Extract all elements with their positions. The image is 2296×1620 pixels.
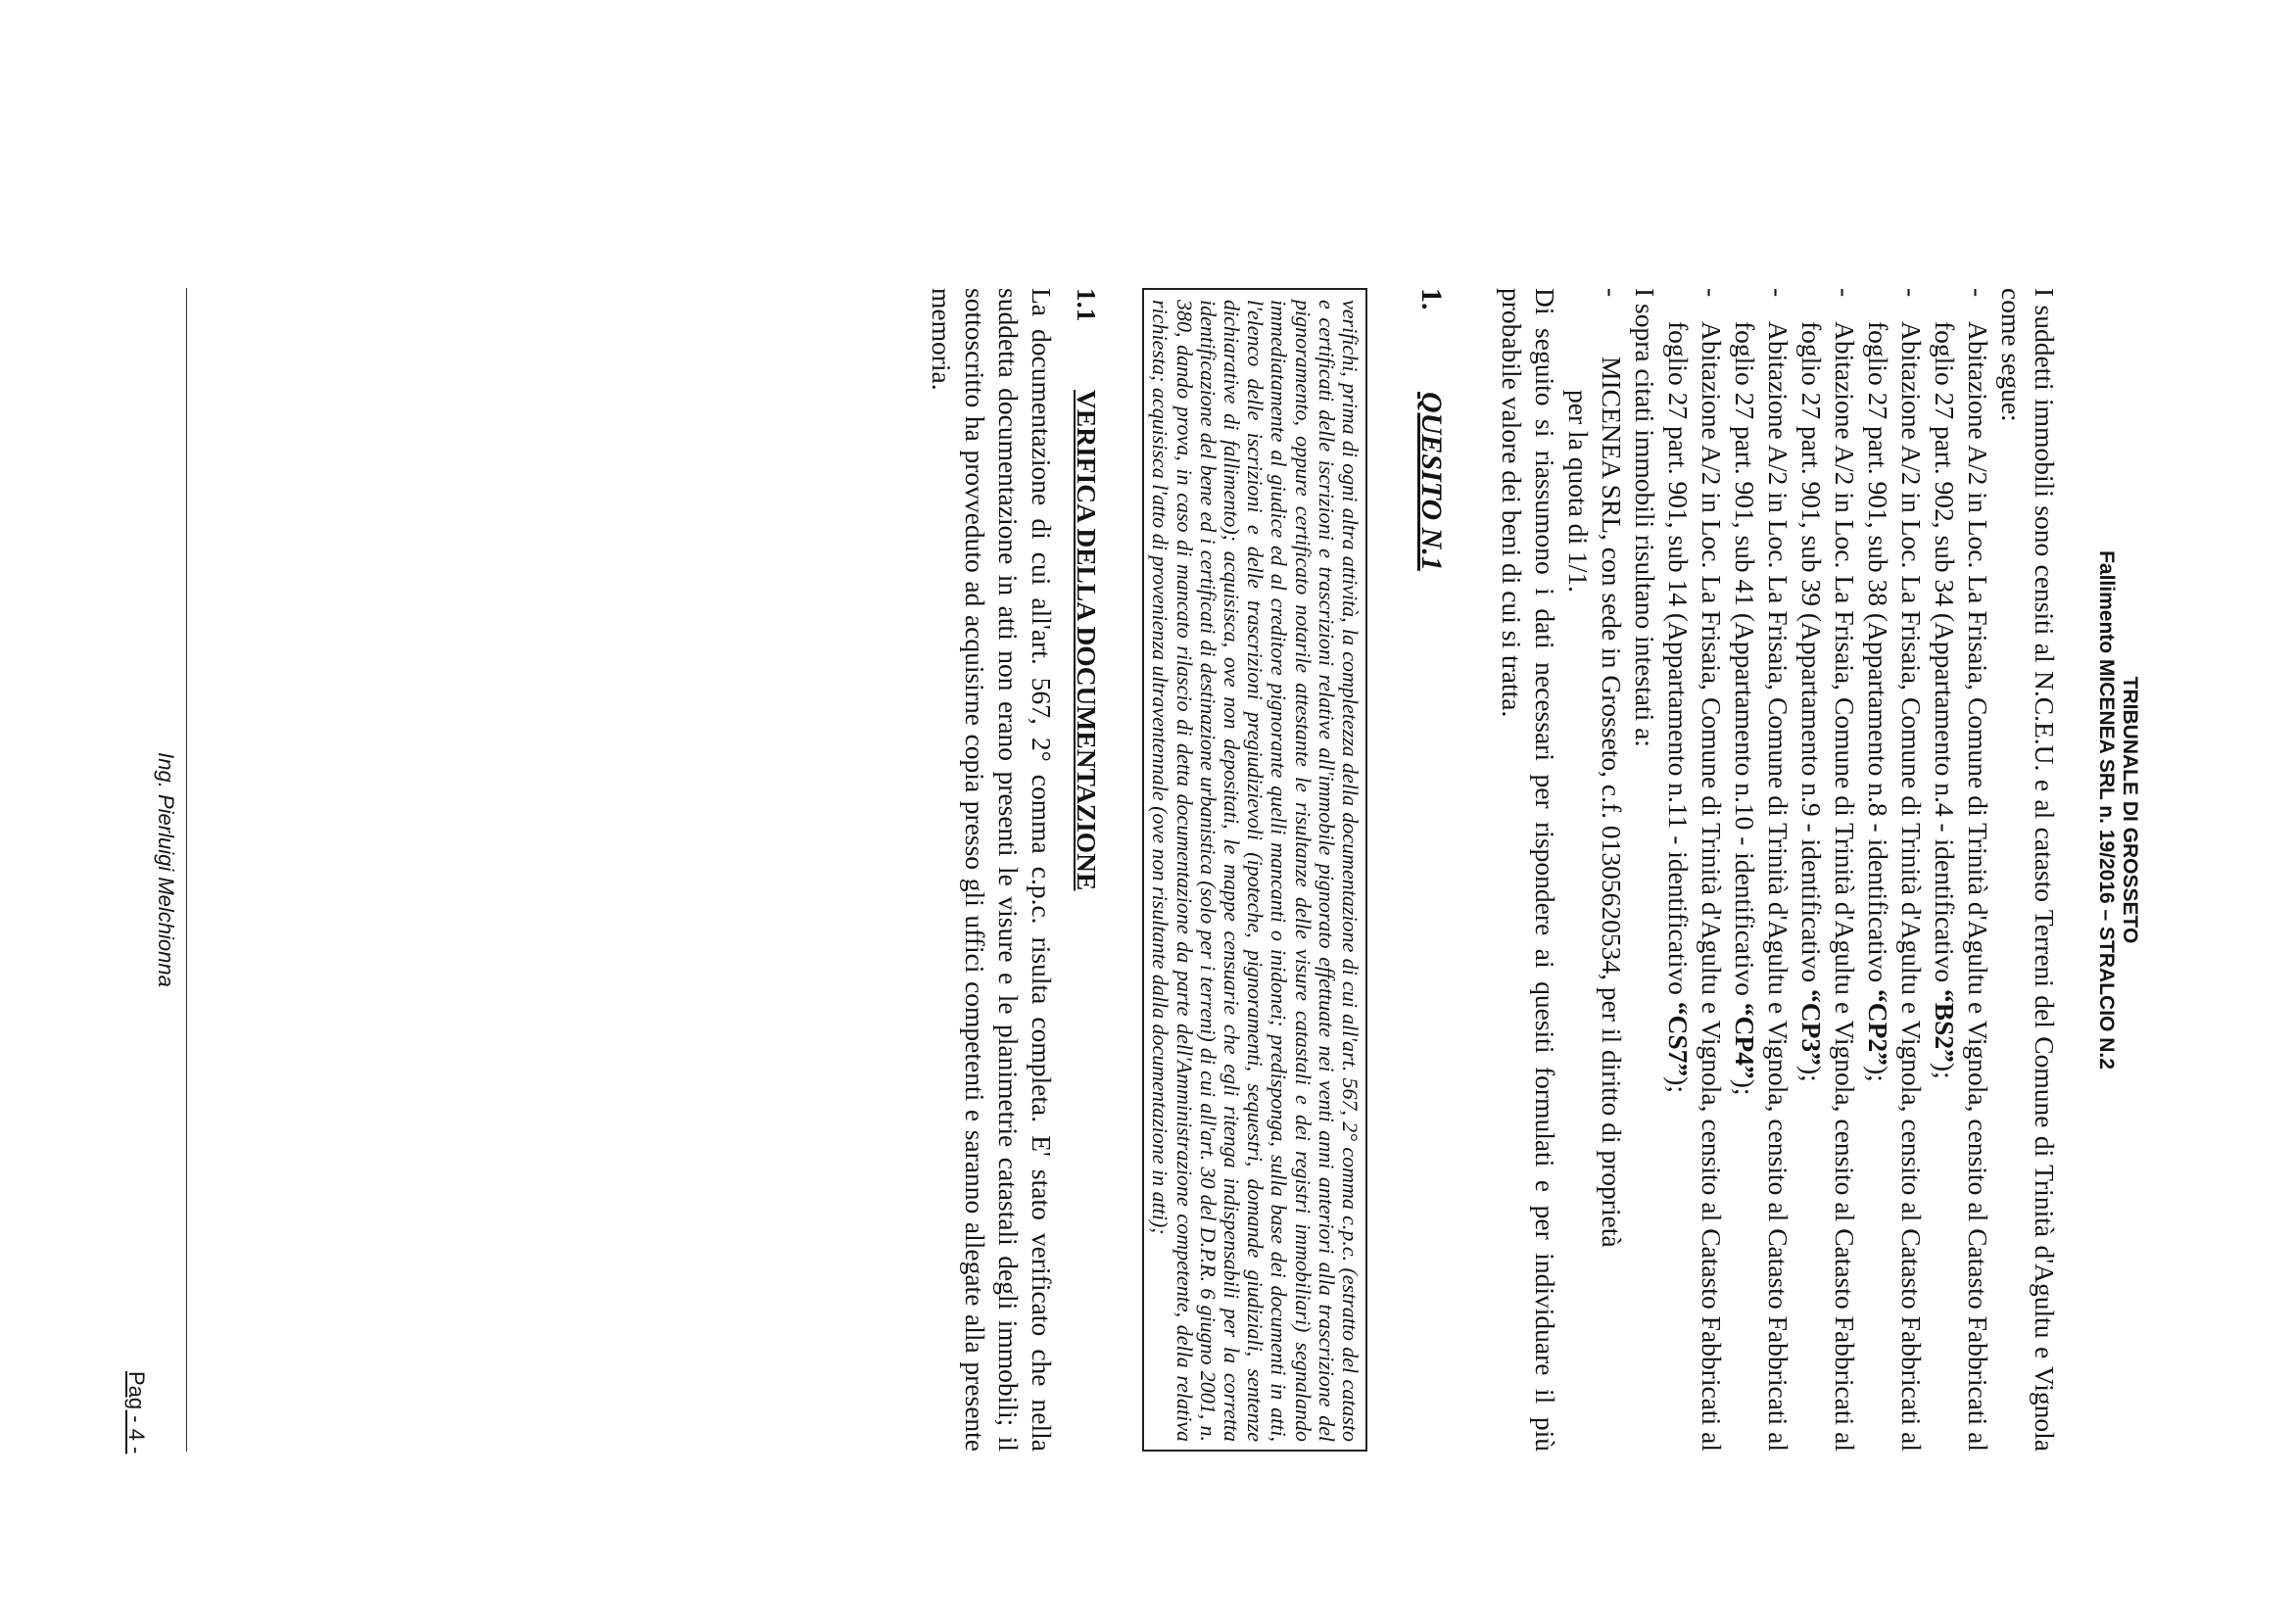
section-heading-quesito: [1414, 288, 1448, 1452]
owner-line: MICENEA SRL, con sede in Grosseto, c.f. 01305620534, per il diritto di proprietà: [1597, 357, 1627, 1248]
page-header: [2094, 0, 2141, 1620]
property-item: - Abitazione A/2 in Loc. La Frisaia, Comune di Trinità d'Agultu e Vignola, censito al Catasto Fabbricati al foglio 27 part. 901, sub 41 (Appartamento n.10 - identificativo “CP4”);: [1728, 288, 1794, 1452]
property-list: [1661, 288, 1994, 1452]
owners-intro: I sopra citati immobili risultano intestati a:: [1630, 288, 1660, 747]
owner-quota: per la quota di 1/1.: [1563, 390, 1594, 593]
verifica-paragraph: La documentazione di cui all'art. 567, 2° comma c.p.c. risulta completa. E' stato verificato che nella suddetta documentazione in atti non erano presenti le visure e le planimetrie catastali degli immobili; il sottoscritto ha provveduto ad acquisirne copia presso gli uffici competenti e saranno allegate alla presente memoria.: [927, 288, 1058, 1452]
page-number: Pag - 4 -: [124, 1371, 149, 1454]
owner-dash: -: [1597, 288, 1627, 298]
footer-divider: [186, 288, 187, 1452]
section-number: 1.: [1415, 288, 1448, 310]
property-item: - Abitazione A/2 in Loc. La Frisaia, Comune di Trinità d'Agultu e Vignola, censito al Catasto Fabbricati al foglio 27 part. 901, sub 38 (Appartamento n.8 - identificativo “CP2”);: [1861, 288, 1928, 1452]
document-body: [925, 288, 2061, 1452]
intro-paragraph: I suddetti immobili sono censiti al N.C.E.U. e al catasto Terreni del Comune di Trinità d'Agultu e Vignola come segue:: [1996, 288, 2060, 1452]
property-item: - Abitazione A/2 in Loc. La Frisaia, Comune di Trinità d'Agultu e Vignola, censito al Catasto Fabbricati al foglio 27 part. 901, sub 39 (Appartamento n.9 - identificativo “CP3”);: [1794, 288, 1861, 1452]
case-title: Fallimento MICENEA SRL n. 19/2016 – STRALCIO N.2: [2095, 550, 2118, 1070]
court-name: TRIBUNALE DI GROSSETO: [2119, 676, 2141, 944]
footer-author: Ing. Pierluigi Melchionna: [154, 752, 178, 987]
subsection-number: 1.1: [1072, 288, 1103, 322]
owner-entry: [1561, 288, 1628, 1452]
subsection-heading-verifica: [1070, 288, 1103, 1452]
section-title: QUESITO N.1: [1415, 392, 1448, 571]
quesito-box: verifichi, prima di ogni altra attività, la completezza della documentazione di cui all'art. 567, 2° comma c.p.c. (estratto del catasto e certificati delle iscrizioni e trascrizioni relative all'immobile pignorato effettuate nei venti anni anteriori alla trascrizione del pignoramento, oppure certificato notarile attestante le risultanze delle visure catastali e dei registri immobiliari) segnalando immediatamente al giudice ed al creditore pignorante quelli mancanti o inidonei; predisponga, sulla base dei documenti in atti, l'elenco delle iscrizioni e delle trascrizioni pregiudizievoli (ipoteche, pignoramenti, sequestri, domande giudiziali, sentenze dichiarative di fallimento); acquisisca, ove non depositati, le mappe censuarie che egli ritenga indispensabili per la corretta identificazione del bene ed i certificati di destinazione urbanistica (solo per i terreni) di cui all'art. 30 del D.P.R. 6 giugno 2001, n. 380, dando prova, in caso di mancato rilascio di detta documentazione da parte dell'Amministrazione competente, della relativa richiesta; acquisisca l'atto di provenienza ultraventennale (ove non risultante dalla documentazione in atti);: [1142, 288, 1367, 1452]
property-item: - Abitazione A/2 in Loc. La Frisaia, Comune di Trinità d'Agultu e Vignola, censito al Catasto Fabbricati al foglio 27 part. 902, sub 34 (Appartamento n.4 - identificativo “BS2”);: [1928, 288, 1994, 1452]
property-item: - Abitazione A/2 in Loc. La Frisaia, Comune di Trinità d'Agultu e Vignola, censito al Catasto Fabbricati al foglio 27 part. 901, sub 14 (Appartamento n.11 - identificativo “CS7”);: [1661, 288, 1728, 1452]
summary-paragraph: Di seguito si riassumono i dati necessari per rispondere ai quesiti formulati e per individuare il più probabile valore dei beni di cui si tratta.: [1497, 288, 1560, 1452]
subsection-title: VERIFICA DELLA DOCUMENTAZIONE: [1072, 390, 1103, 891]
